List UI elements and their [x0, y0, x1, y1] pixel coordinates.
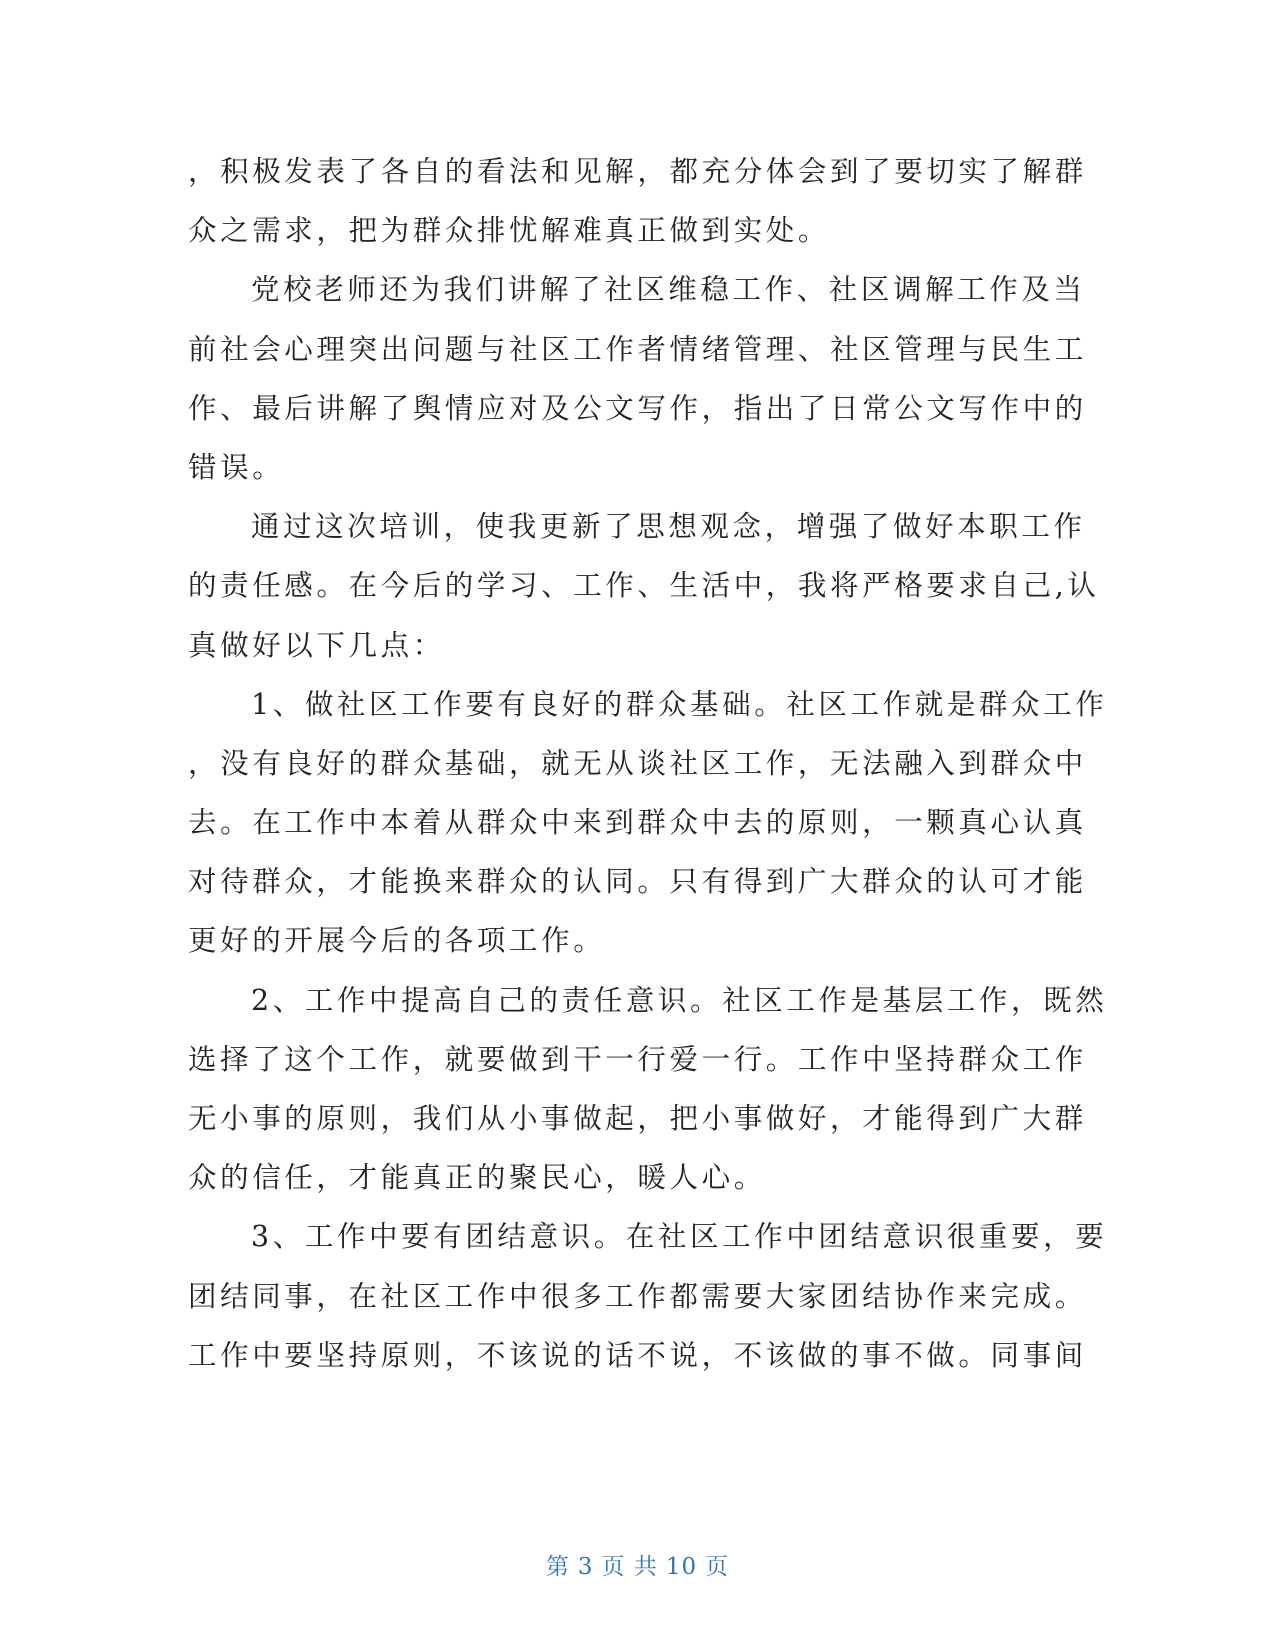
- paragraph-start-line: 通过这次培训，使我更新了思想观念，增强了做好本职工作: [251, 510, 1086, 544]
- text-line: 的责任感。在今后的学习、工作、生活中，我将严格要求自己,认: [188, 569, 1100, 603]
- text-line: 对待群众，才能换来群众的认同。只有得到广大群众的认可才能: [188, 865, 1087, 899]
- paragraph-start-line: 1、做社区工作要有良好的群众基础。社区工作就是群众工作: [251, 687, 1108, 721]
- text-line: 去。在工作中本着从群众中来到群众中去的原则，一颗真心认真: [188, 806, 1087, 840]
- text-line: ，积极发表了各自的看法和见解，都充分体会到了要切实了解群: [188, 155, 1087, 188]
- footer-middle: 页 共: [601, 1554, 658, 1580]
- paragraph-start-line: 3、工作中要有团结意识。在社区工作中团结意识很重要，要: [251, 1220, 1108, 1254]
- text-line: 众的信任，才能真正的聚民心，暖人心。: [188, 1161, 766, 1195]
- body-text: [188, 142, 1108, 1385]
- paragraph-start-line: 2、工作中提高自己的责任意识。社区工作是基层工作，既然: [251, 983, 1108, 1017]
- text-line: 作、最后讲解了舆情应对及公文写作，指出了日常公文写作中的: [188, 391, 1087, 425]
- footer-prefix: 第: [545, 1554, 570, 1580]
- text-line: 团结同事，在社区工作中很多工作都需要大家团结协作来完成。: [188, 1279, 1087, 1313]
- text-line: 选择了这个工作，就要做到干一行爱一行。工作中坚持群众工作: [188, 1042, 1087, 1076]
- text-line: 工作中要坚持原则，不该说的话不说，不该做的事不做。同事间: [188, 1338, 1087, 1372]
- current-page-number: 3: [577, 1554, 594, 1580]
- text-line: 真做好以下几点：: [188, 628, 445, 662]
- text-line: ，没有良好的群众基础，就无从谈社区工作，无法融入到群众中: [188, 746, 1087, 780]
- text-line: 更好的开展今后的各项工作。: [188, 924, 606, 958]
- page-footer: [0, 1552, 1275, 1582]
- footer-suffix: 页: [705, 1554, 730, 1580]
- total-pages-number: 10: [665, 1554, 698, 1580]
- text-line: 错误。: [188, 450, 285, 484]
- text-line: 无小事的原则，我们从小事做起，把小事做好，才能得到广大群: [188, 1102, 1087, 1135]
- text-line: 前社会心理突出问题与社区工作者情绪管理、社区管理与民生工: [188, 332, 1087, 366]
- text-line: 众之需求，把为群众排忧解难真正做到实处。: [188, 214, 831, 248]
- paragraph-start-line: 党校老师还为我们讲解了社区维稳工作、社区调解工作及当: [251, 273, 1086, 307]
